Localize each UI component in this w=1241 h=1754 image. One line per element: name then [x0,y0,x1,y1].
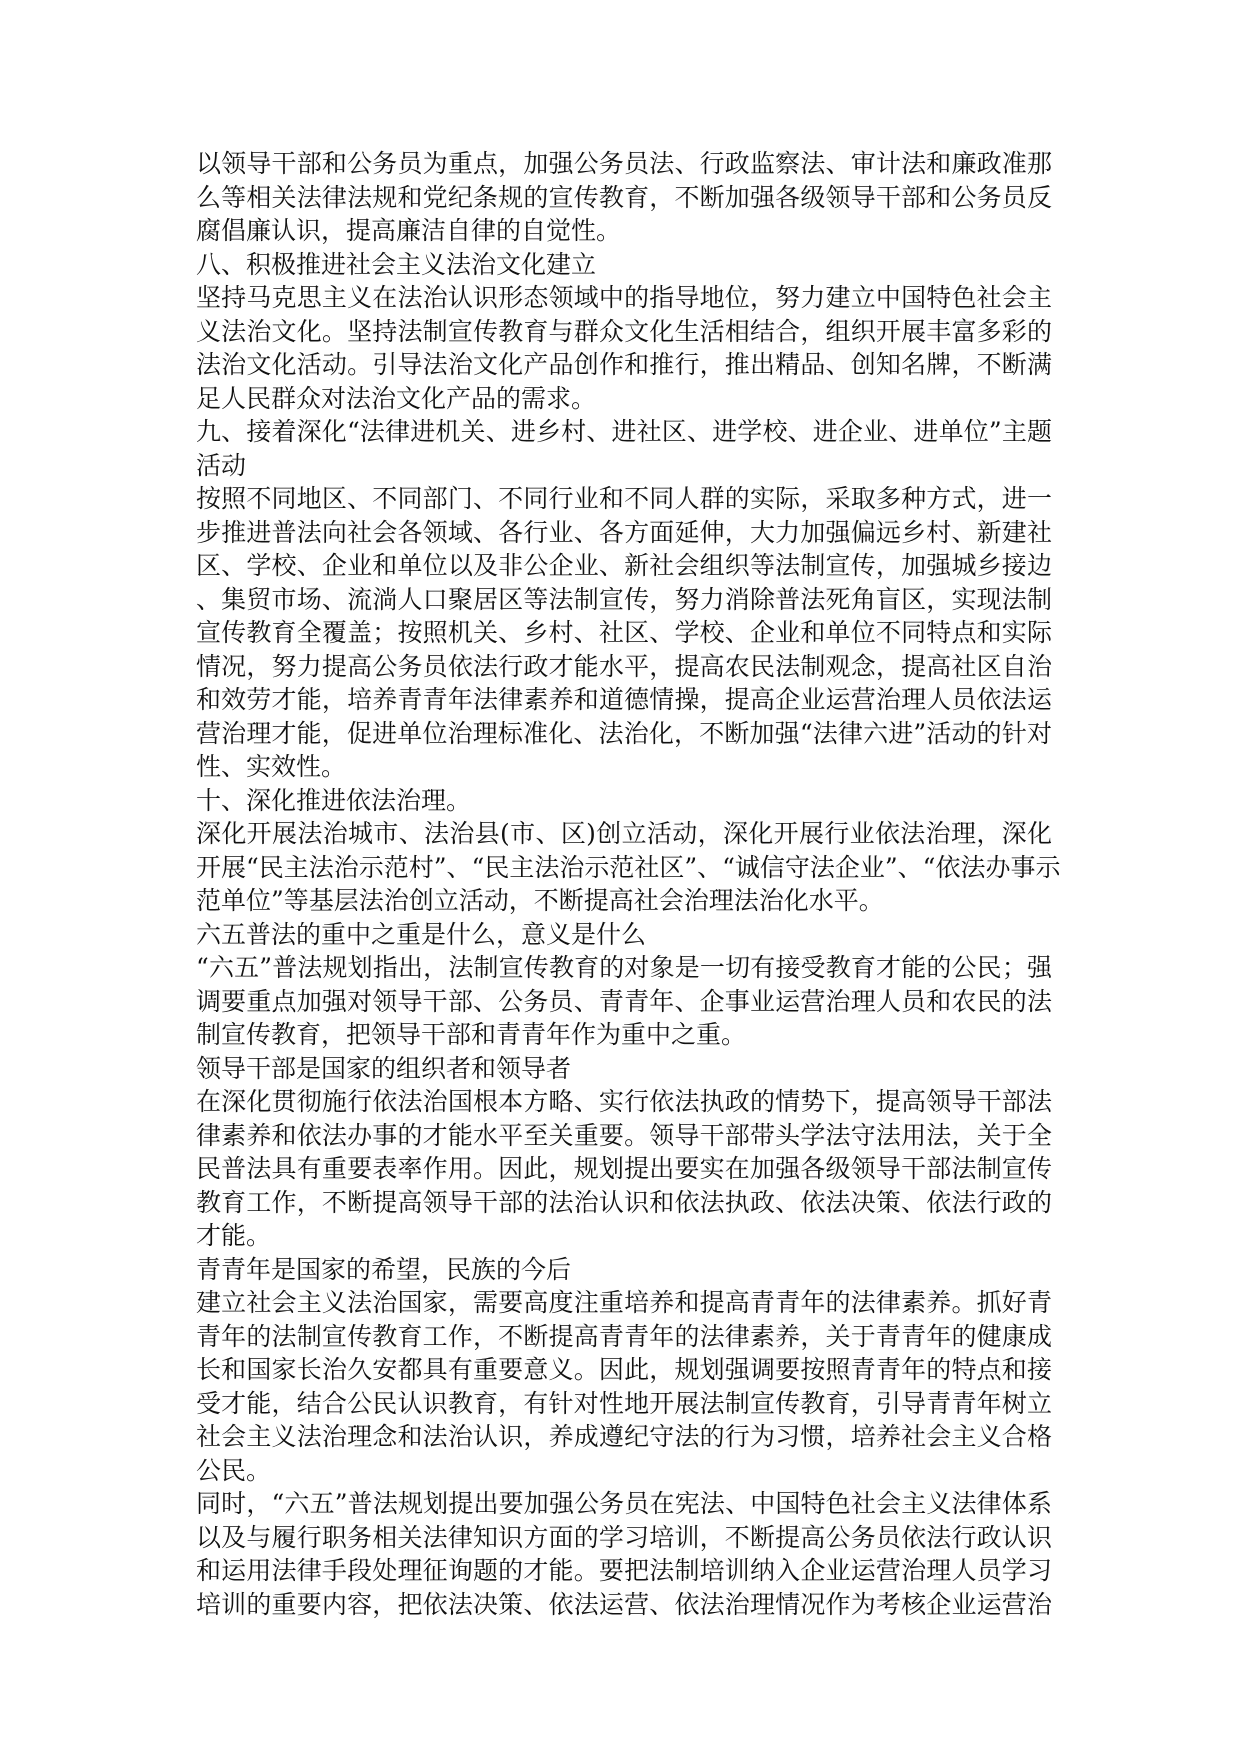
text-line: 区、学校、企业和单位以及非公企业、新社会组织等法制宣传，加强城乡接边 [196,551,1052,580]
section-heading: 六五普法的重中之重是什么，意义是什么 [196,919,647,949]
text-line: 调要重点加强对领导干部、公务员、青青年、企事业运营治理人员和农民的法 [196,986,1052,1016]
text-line: 民普法具有重要表率作用。因此，规划提出要实在加强各级领导干部法制宣传 [196,1154,1052,1183]
text-line: 法治文化活动。引导法治文化产品创作和推行，推出精品、创知名牌，不断满 [196,350,1052,379]
text-line: “六五”普法规划指出，法制宣传教育的对象是一切有接受教育才能的公民；强 [196,953,1052,982]
text-line: 性、实效性。 [196,752,347,781]
text-line: 范单位”等基层法治创立活动，不断提高社会治理法治化水平。 [196,886,884,915]
text-line: 营治理才能，促进单位治理标准化、法治化，不断加强“法律六进”活动的针对 [196,718,1052,748]
text-line: 腐倡廉认识，提高廉洁自律的自觉性。 [196,216,622,245]
section-heading: 八、积极推进社会主义法治文化建立 [196,249,597,279]
text-line: 么等相关法律法规和党纪条规的宣传教育，不断加强各级领导干部和公务员反 [196,182,1052,212]
document-body [196,147,1061,1621]
text-line: 公民。 [196,1455,272,1485]
text-line: 培训的重要内容，把依法决策、依法运营、依法治理情况作为考核企业运营治 [196,1589,1052,1619]
text-line: 青年的法制宣传教育工作，不断提高青青年的法律素养，关于青青年的健康成 [196,1321,1052,1351]
text-line: 和效劳才能，培养青青年法律素养和道德情操，提高企业运营治理人员依法运 [196,685,1052,714]
text-line: 开展“民主法治示范村”、“民主法治示范社区”、“诚信守法企业”、“依法办事示 [196,852,1061,882]
text-line: 教育工作，不断提高领导干部的法治认识和依法执政、依法决策、依法行政的 [196,1187,1052,1217]
text-line: 、集贸市场、流淌人口聚居区等法制宣传，努力消除普法死角盲区，实现法制 [196,584,1052,614]
text-line: 足人民群众对法治文化产品的需求。 [196,383,597,413]
text-line: 步推进普法向社会各领域、各行业、各方面延伸，大力加强偏远乡村、新建社 [196,517,1052,547]
section-heading: 活动 [196,450,247,480]
text-line: 义法治文化。坚持法制宣传教育与群众文化生活相结合，组织开展丰富多彩的 [196,316,1052,346]
text-line: 受才能，结合公民认识教育，有针对性地开展法制宣传教育，引导青青年树立 [196,1388,1052,1418]
text-line: 制宣传教育，把领导干部和青青年作为重中之重。 [196,1020,747,1049]
text-line: 在深化贯彻施行依法治国根本方略、实行依法执政的情势下，提高领导干部法 [196,1087,1052,1116]
text-line: 建立社会主义法治国家，需要高度注重培养和提高青青年的法律素养。抓好青 [196,1288,1052,1317]
text-line: 同时，“六五”普法规划提出要加强公务员在宪法、中国特色社会主义法律体系 [196,1489,1052,1518]
text-line: 律素养和依法办事的才能水平至关重要。领导干部带头学法守法用法，关于全 [196,1120,1052,1150]
text-line: 深化开展法治城市、法治县(市、区)创立活动，深化开展行业依法治理，深化 [196,819,1052,848]
section-heading: 九、接着深化“法律进机关、进乡村、进社区、进学校、进企业、进单位”主题 [196,417,1052,446]
section-heading: 领导干部是国家的组织者和领导者 [196,1053,572,1083]
text-line: 以及与履行职务相关法律知识方面的学习培训，不断提高公务员依法行政认识 [196,1522,1052,1552]
text-line: 情况，努力提高公务员依法行政才能水平，提高农民法制观念，提高社区自治 [196,651,1052,681]
text-line: 才能。 [196,1221,272,1250]
text-line: 社会主义法治理念和法治认识，养成遵纪守法的行为习惯，培养社会主义合格 [196,1422,1052,1451]
section-heading: 十、深化推进依法治理。 [196,785,472,815]
text-line: 坚持马克思主义在法治认识形态领域中的指导地位，努力建立中国特色社会主 [196,283,1052,312]
text-line: 按照不同地区、不同部门、不同行业和不同人群的实际，采取多种方式，进一 [196,484,1052,513]
text-line: 以领导干部和公务员为重点，加强公务员法、行政监察法、审计法和廉政准那 [196,149,1052,178]
text-line: 和运用法律手段处理征询题的才能。要把法制培训纳入企业运营治理人员学习 [196,1556,1052,1585]
section-heading: 青青年是国家的希望，民族的今后 [196,1254,572,1284]
text-line: 宣传教育全覆盖；按照机关、乡村、社区、学校、企业和单位不同特点和实际 [196,618,1052,647]
text-line: 长和国家长治久安都具有重要意义。因此，规划强调要按照青青年的特点和接 [196,1355,1052,1384]
